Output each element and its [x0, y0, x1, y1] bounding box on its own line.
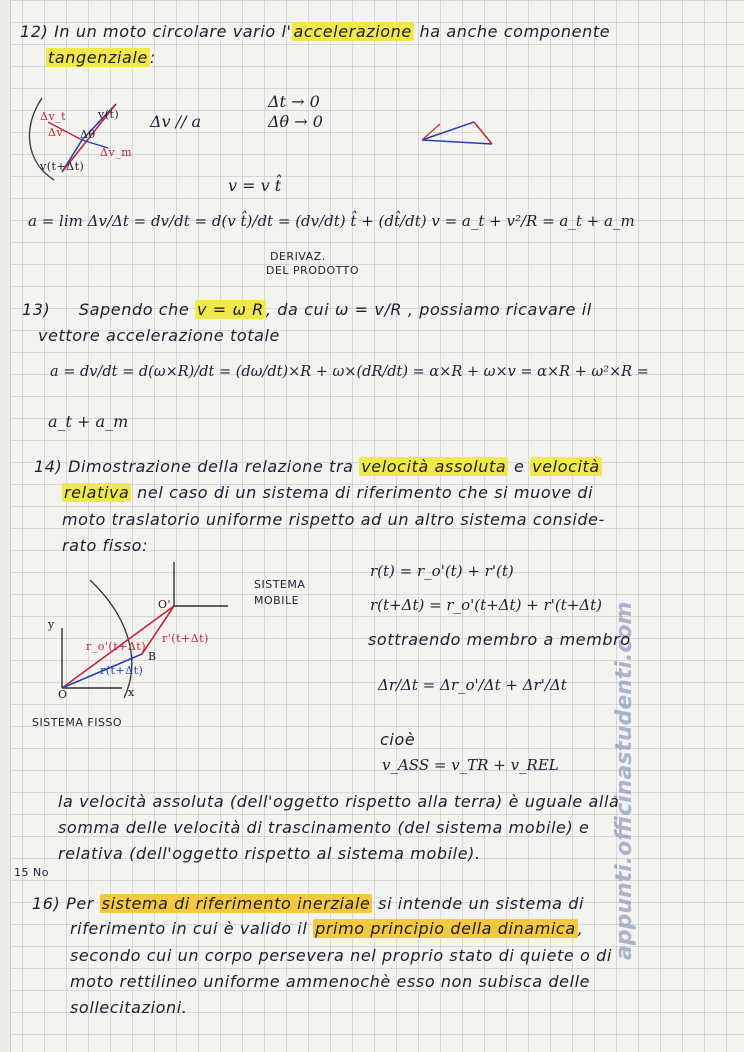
q14-sistema-mobile-1: SISTEMA — [254, 578, 306, 591]
q14-sistema-fisso: SISTEMA FISSO — [32, 716, 123, 729]
q13-line1 — [22, 300, 592, 319]
q12-number: 12) — [20, 22, 49, 41]
q14-text1: Dimostrazione della relazione tra — [68, 457, 354, 476]
q14-conclusion-2: somma delle velocità di trascinamento (del sistema mobile) e — [58, 818, 590, 837]
q12-limit-dtheta: Δθ → 0 — [268, 112, 323, 131]
q13-number: 13) — [22, 300, 51, 319]
q14-fig-x: x — [128, 686, 135, 699]
q14-fig-b: B — [148, 650, 157, 663]
q12-limit-dt: Δt → 0 — [268, 92, 320, 111]
q12-fig-dvt: Δv_t — [40, 110, 67, 123]
q14-line2-text: nel caso di un sistema di riferimento che si muove di — [137, 483, 594, 502]
q16-number: 16) — [32, 894, 61, 913]
q12-fig-vtdt: v(t+Δt) — [40, 160, 85, 173]
q14-eq2: r(t+Δt) = r_o'(t+Δt) + r'(t+Δt) — [370, 596, 602, 614]
q16-text2: si intende un sistema di — [378, 894, 585, 913]
q14-fig-r: r(t+Δt) — [100, 664, 144, 677]
q16-text1: Per — [66, 894, 94, 913]
q12-line2 — [46, 48, 156, 67]
q12-note-1: DERIVAZ. — [270, 250, 326, 263]
q16-line3: secondo cui un corpo persevera nel proprio stato di quiete o di — [70, 946, 612, 965]
q14-frames-diagram — [50, 560, 240, 700]
q12-fig-vt: v(t) — [98, 108, 120, 121]
q12-fig-dvm: Δv_m — [100, 146, 133, 159]
q14-fig-ro-prime: r_o'(t+Δt) — [86, 640, 146, 653]
q12-colon: : — [149, 48, 156, 67]
q12-vector-triangle — [410, 110, 510, 160]
q14-highlight-relativa: relativa — [64, 483, 130, 502]
q13-formula: a = dv/dt = d(ω×R)/dt = (dω/dt)×R + ω×(dR/dt) = α×R + ω×v = α×R + ω²×R = — [50, 364, 649, 380]
q14-sottraendo: sottraendo membro a membro — [368, 630, 631, 649]
q14-line1 — [34, 457, 602, 476]
q14-cioe: cioè — [380, 730, 416, 749]
q16-line2a: riferimento in cui è valido il — [70, 919, 308, 938]
q13-text2: , da cui ω = v/R , possiamo ricavare il — [265, 300, 592, 319]
q13-highlight-v-omega-r: v = ω R — [197, 300, 264, 319]
q12-highlight-accelerazione: accelerazione — [293, 22, 412, 41]
q12-highlight-tangenziale: tangenziale — [48, 48, 148, 67]
q14-fig-o: O — [58, 688, 68, 701]
q12-fig-dv: Δv — [48, 126, 64, 139]
q14-conclusion-1: la velocità assoluta (dell'oggetto rispetto alla terra) è uguale alla — [58, 792, 620, 811]
notebook-margin — [0, 0, 11, 1052]
q16-line2b: , — [577, 919, 584, 938]
q12-vt-definition: v = v t̂ — [228, 176, 282, 195]
q16-line5: sollecitazioni. — [70, 998, 188, 1017]
q16-line4: moto rettilineo uniforme ammenochè esso non subisca delle — [70, 972, 591, 991]
q16-line2 — [70, 919, 583, 938]
q14-eq4: v_ASS = v_TR + v_REL — [382, 756, 559, 774]
q12-intro: In un moto circolare vario l' — [54, 22, 292, 41]
q14-highlight-assoluta: velocità assoluta — [361, 457, 507, 476]
q14-line3: moto traslatorio uniforme rispetto ad un altro sistema conside- — [62, 510, 605, 529]
q14-fig-r-prime: r'(t+Δt) — [162, 632, 209, 645]
q12-main-formula: a = lim Δv/Δt = dv/dt = d(v t̂)/dt = (dv/dt) t̂ + (dt̂/dt) v = a_t + v²/R = a_t + a_m — [28, 212, 635, 230]
q14-highlight-velocita: velocità — [532, 457, 600, 476]
q13-text1: Sapendo che — [78, 300, 190, 319]
q14-number: 14) — [34, 457, 63, 476]
q14-conclusion-3: relativa (dell'oggetto rispetto al sistema mobile). — [58, 844, 481, 863]
q14-line4: rato fisso: — [62, 536, 149, 555]
q14-eq3: Δr/Δt = Δr_o'/Δt + Δr'/Δt — [378, 676, 567, 694]
q13-formula-end: a_t + a_m — [48, 412, 129, 431]
q16-highlight-principio: primo principio della dinamica — [315, 919, 576, 938]
q14-sistema-mobile-2: MOBILE — [254, 594, 300, 607]
q14-conj: e — [514, 457, 525, 476]
margin-note: 15 No — [14, 866, 49, 879]
q14-eq1: r(t) = r_o'(t) + r'(t) — [370, 562, 514, 580]
q16-line1 — [32, 894, 584, 913]
q14-line2 — [62, 483, 593, 502]
q12-parallel: Δv // a — [150, 112, 202, 131]
q16-highlight-inerziale: sistema di riferimento inerziale — [101, 894, 371, 913]
q12-mid: ha anche componente — [419, 22, 611, 41]
q14-fig-o-prime: O' — [158, 598, 172, 611]
q12-fig-dtheta: Δθ — [80, 128, 96, 141]
q12-note-2: DEL PRODOTTO — [266, 264, 360, 277]
q12-line1 — [20, 22, 610, 41]
q13-line2: vettore accelerazione totale — [38, 326, 281, 345]
watermark: appunti.officinastudenti.com — [612, 601, 637, 960]
q14-fig-y: y — [48, 618, 55, 631]
